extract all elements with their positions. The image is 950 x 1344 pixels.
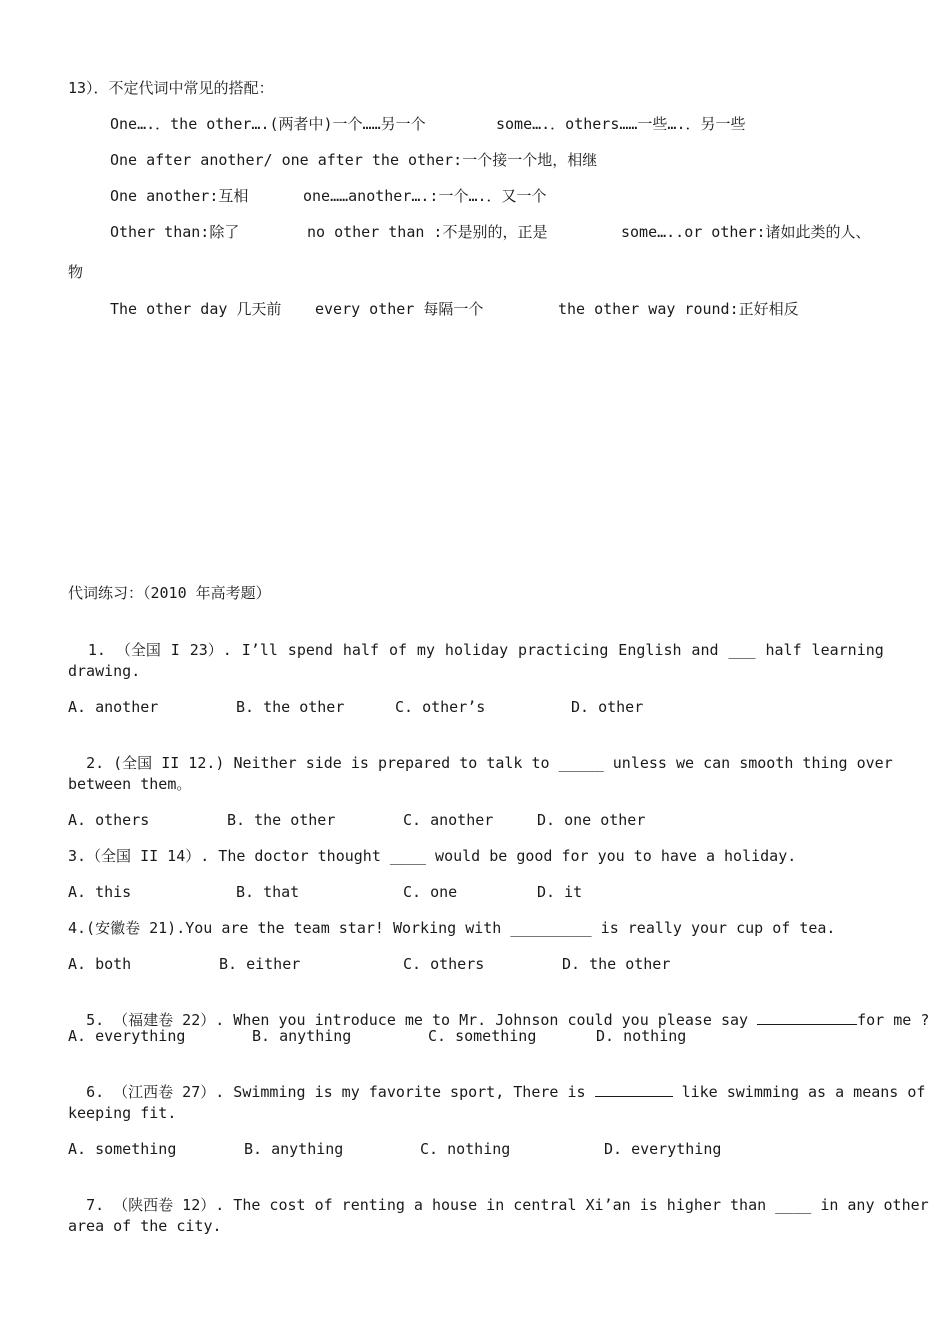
question-6-option-a: A. something [68, 1140, 177, 1158]
question-2-option-d: D. one other [537, 811, 646, 829]
question-2 [68, 733, 893, 773]
collocation-one-another-seq: one……another….:一个….．又一个 [303, 187, 547, 205]
question-6 [68, 1062, 925, 1102]
collocation-some-or-other: some…..or other:诸如此类的人、 [621, 223, 871, 241]
question-5-text-post: for me ? [857, 1011, 930, 1029]
question-6-option-d: D. everything [604, 1140, 722, 1158]
question-4-option-d: D. the other [562, 955, 671, 973]
question-5-option-a: A. everything [68, 1027, 186, 1045]
question-5-option-b: B. anything [252, 1027, 352, 1045]
section-heading-collocations: 13）．不定代词中常见的搭配： [68, 79, 274, 97]
collocation-one-after-another: One after another/ one after the other:一个接一个地，相继 [110, 151, 598, 169]
question-1-option-a: A. another [68, 698, 159, 716]
question-5-option-c: C. something [428, 1027, 537, 1045]
collocation-other-than: Other than:除了 [110, 223, 240, 241]
collocation-one-the-other: One….．the other….(两者中)一个……另一个 [110, 115, 426, 133]
question-6-option-b: B. anything [244, 1140, 344, 1158]
question-7-text-post: in any other [820, 1196, 929, 1214]
question-2-option-c: C. another [403, 811, 494, 829]
question-3-option-d: D. it [537, 883, 583, 901]
collocation-some-or-other-wrap: 物 [68, 263, 84, 281]
question-1-option-d: D. other [571, 698, 644, 716]
question-2-option-b: B. the other [227, 811, 336, 829]
question-5-text-pre: 5. （福建卷 22）. When you introduce me to Mr. Johnson could you please say [86, 1011, 749, 1029]
question-3-option-a: A. this [68, 883, 132, 901]
question-4-option-a: A. both [68, 955, 132, 973]
collocation-every-other: every other 每隔一个 [315, 300, 484, 318]
question-6-line2: keeping fit. [68, 1104, 177, 1122]
question-1-text-pre: 1. （全国 I 23）. I’ll spend half of my holiday practicing English and [87, 641, 719, 659]
section-heading-exercise: 代词练习：（2010 年高考题） [68, 584, 271, 602]
question-1-option-b: B. the other [236, 698, 345, 716]
question-7-line2: area of the city. [68, 1217, 222, 1235]
question-3-option-c: C. one [403, 883, 458, 901]
question-4-option-c: C. others [403, 955, 485, 973]
question-4-option-b: B. either [219, 955, 301, 973]
collocation-the-other-way-round: the other way round:正好相反 [558, 300, 799, 318]
question-2-option-a: A. others [68, 811, 150, 829]
question-6-text-pre: 6. （江西卷 27）. Swimming is my favorite sport, There is [86, 1083, 586, 1101]
question-1-line2: drawing. [68, 662, 141, 680]
question-4: 4.(安徽卷 21).You are the team star! Working with _________ is really your cup of tea. [68, 919, 836, 937]
question-1-text-post: half learning [765, 641, 884, 659]
question-7 [68, 1175, 929, 1215]
question-1-option-c: C. other’s [395, 698, 486, 716]
question-2-text-post: unless we can smooth thing over [612, 754, 893, 772]
question-6-text-post: like swimming as a means of [681, 1083, 926, 1101]
collocation-some-others: some….．others……一些….．另一些 [496, 115, 746, 133]
question-3-option-b: B. that [236, 883, 300, 901]
question-7-blank: ____ [775, 1196, 812, 1214]
question-1 [68, 620, 884, 660]
question-5 [68, 990, 929, 1030]
question-2-line2: between them。 [68, 775, 192, 793]
question-3: 3.（全国 II 14）. The doctor thought ____ would be good for you to have a holiday. [68, 847, 797, 865]
question-6-option-c: C. nothing [420, 1140, 511, 1158]
collocation-one-another: One another:互相 [110, 187, 249, 205]
question-1-blank: ___ [728, 641, 756, 659]
question-7-text-pre: 7. （陕西卷 12）. The cost of renting a house in central Xi’an is higher than [86, 1196, 767, 1214]
collocation-no-other-than: no other than :不是别的，正是 [307, 223, 548, 241]
question-6-blank [595, 1082, 673, 1097]
question-5-option-d: D. nothing [596, 1027, 687, 1045]
question-2-blank: _____ [558, 754, 604, 772]
collocation-the-other-day: The other day 几天前 [110, 300, 282, 318]
question-5-blank [757, 1010, 857, 1025]
question-2-text-pre: 2. (全国 II 12.) Neither side is prepared to talk to [86, 754, 550, 772]
